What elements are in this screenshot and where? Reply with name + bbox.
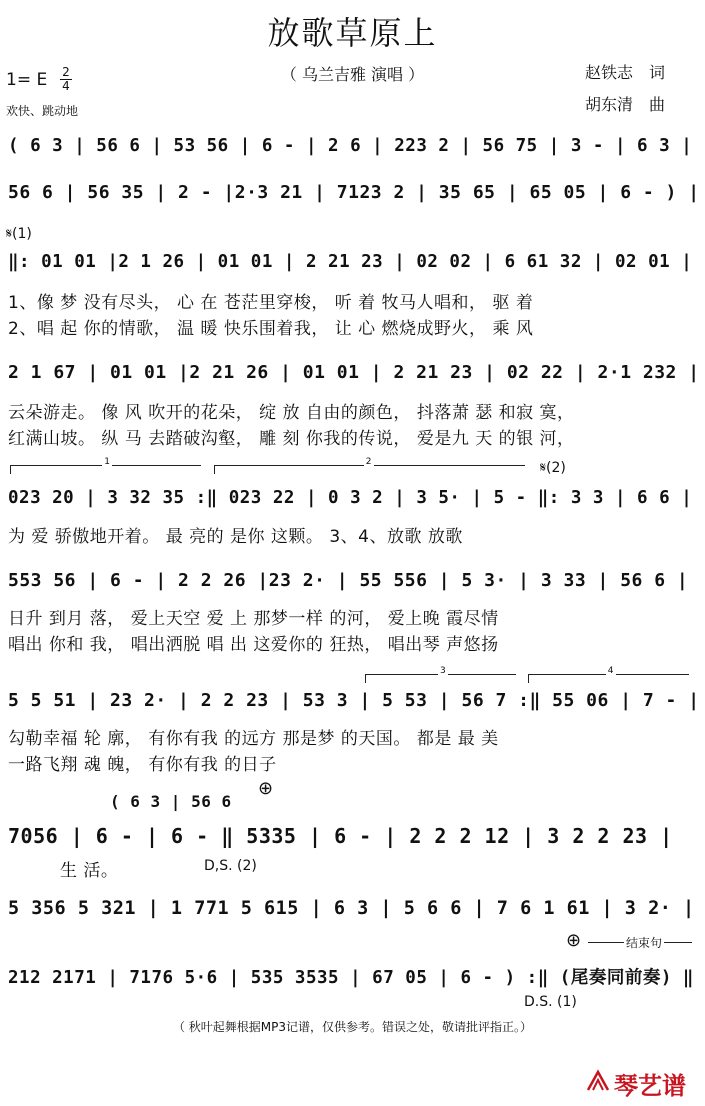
- key-signature: 1= E: [6, 70, 48, 90]
- volta-bracket-4: 4: [528, 674, 689, 683]
- lyric-line-3: 为 爱 骄傲地开着。 最 亮的 是你 这颗。 3、4、放歌 放歌: [8, 527, 463, 547]
- coda-line-right: [664, 942, 692, 943]
- lyricist-credit: 赵铁志 词: [585, 63, 666, 82]
- score-line-2: 56 6 | 56 35 | 2 - |2·3 21 | 7123 2 | 35 65 | 65 05 | 6 - ) |: [8, 182, 700, 203]
- time-signature: 2 4: [60, 66, 72, 93]
- lyric-line-4-verse-2: 唱出 你和 我， 唱出洒脱 唱 出 这爱你的 狂热， 唱出琴 声悠扬: [8, 635, 499, 655]
- volta-bracket-3: 3: [365, 674, 516, 683]
- lyric-line-2-verse-1: 云朵游走。 像 风 吹开的花朵， 绽 放 自由的颜色， 抖落萧 瑟 和寂 寞，: [8, 403, 575, 423]
- ds1-marking: D.S. (1): [524, 994, 577, 1010]
- score-line-1: ( 6 3 | 56 6 | 53 56 | 6 - | 2 6 | 223 2 | 56 75 | 3 - | 6 3 |: [8, 136, 693, 156]
- coda-label: 结束句: [626, 936, 663, 950]
- segno-2-mark: 𝄋(2): [540, 460, 566, 476]
- score-line-3: ‖: 01 01 |2 1 26 | 01 01 | 2 21 23 | 02 02 | 6 61 32 | 02 01 |: [8, 252, 693, 272]
- volta-bracket-2: 2: [214, 465, 525, 474]
- logo-icon: [585, 1068, 611, 1094]
- lyric-line-1-verse-1: 1、像 梦 没有尽头， 心 在 苍茫里穿梭， 听 着 牧马人唱和， 驱 着: [8, 293, 534, 313]
- score-line-5: 023 20 | 3 32 35 :‖ 023 22 | 0 3 2 | 3 5· | 5 - ‖: 3 3 | 6 6 |: [8, 488, 693, 508]
- coda-icon-end: ⊕: [566, 930, 582, 951]
- lyric-line-5-verse-2: 一路飞翔 魂 魄， 有你有我 的日子: [8, 755, 277, 775]
- score-line-6: 553 56 | 6 - | 2 2 26 |23 2· | 55 556 | 5 3· | 3 33 | 56 6 |: [8, 570, 689, 591]
- intro-reprise: ( 6 3 | 56 6: [110, 792, 232, 811]
- score-line-7: 5 5 51 | 23 2· | 2 2 23 | 53 3 | 5 53 | 56 7 :‖ 55 06 | 7 - |: [8, 690, 700, 711]
- score-line-10: 212 2171 | 7176 5·6 | 535 3535 | 67 05 | 6 - ) :‖ (尾奏同前奏) ‖: [8, 968, 694, 988]
- singer-line: （ 乌兰吉雅 演唱 ）: [280, 65, 425, 84]
- lyric-line-2-verse-2: 红满山坡。 纵 马 去踏破沟壑， 雕 刻 你我的传说， 爱是九 天 的银 河，: [8, 429, 575, 449]
- site-logo[interactable]: 琴艺谱: [614, 1072, 686, 1100]
- score-line-8: 7056 | 6 - | 6 - ‖ 5335 | 6 - | 2 2 2 12 | 3 2 2 23 |: [8, 824, 673, 848]
- tempo-marking: 欢快、跳动地: [6, 104, 79, 118]
- lyric-line-6: 生 活。: [60, 861, 119, 881]
- ds2-marking: D,S. (2): [204, 858, 257, 874]
- segno-1-mark: 𝄋(1): [6, 226, 32, 242]
- song-title: 放歌草原上: [267, 14, 438, 52]
- lyric-line-5-verse-1: 勾勒幸福 轮 廓， 有你有我 的远方 那是梦 的天国。 都是 最 美: [8, 729, 499, 749]
- lyric-line-1-verse-2: 2、唱 起 你的情歌， 温 暖 快乐围着我， 让 心 燃烧成野火， 乘 风: [8, 319, 534, 339]
- score-line-9: 5 356 5 321 | 1 771 5 615 | 6 3 | 5 6 6 | 7 6 1 61 | 3 2· |: [8, 898, 695, 919]
- footnote: （ 秋叶起舞根据MP3记谱，仅供参考。错误之处，敬请批评指正。）: [172, 1020, 533, 1034]
- volta-bracket-1: 1: [10, 465, 201, 474]
- coda-icon: ⊕: [258, 778, 274, 799]
- score-line-4: 2 1 67 | 01 01 |2 21 26 | 01 01 | 2 21 23 | 02 22 | 2·1 232 |: [8, 362, 700, 383]
- lyric-line-4-verse-1: 日升 到月 落， 爱上天空 爱 上 那梦一样 的河， 爱上晚 霞尽情: [8, 609, 499, 629]
- composer-credit: 胡东清 曲: [585, 95, 666, 114]
- coda-line-left: [588, 942, 624, 943]
